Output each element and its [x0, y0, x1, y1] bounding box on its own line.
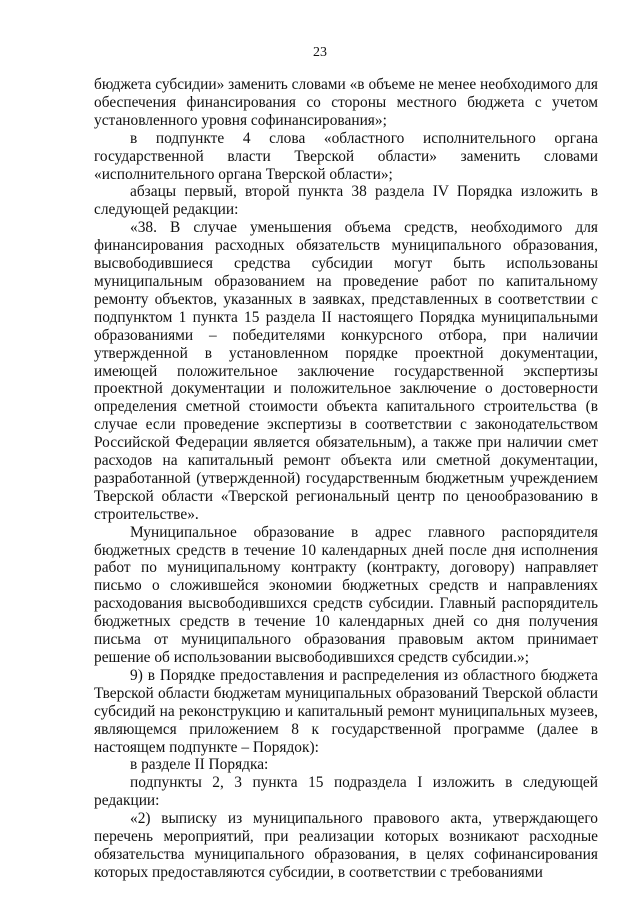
- paragraph-6: 9) в Порядке предоставления и распределения из областного бюджета Тверской области бюджетам муниципальных образований Тверской области субсидий на реконструкцию и капитальный ремонт муниципальных музеев, являющемся приложением 8 к государственной программе (далее в настоящем подпункте – Порядок):: [94, 666, 598, 756]
- paragraph-1: бюджета субсидии» заменить словами «в объеме не менее необходимого для обеспечения финансирования со стороны местного бюджета с учетом установленного уровня софинансирования»;: [94, 76, 598, 129]
- page-number: 23: [313, 45, 327, 60]
- paragraph-2: в подпункте 4 слова «областного исполнительного органа государственной власти Тверской области» заменить словами «исполнительного органа Тверской области»;: [94, 129, 598, 183]
- document-body: [94, 76, 598, 882]
- paragraph-7: в разделе II Порядка:: [130, 756, 269, 774]
- paragraph-3: абзацы первый, второй пункта 38 раздела IV Порядка изложить в следующей редакции:: [94, 183, 598, 219]
- paragraph-4: «38. В случае уменьшения объема средств, необходимого для финансирования расходных обязательств муниципального образования, высвободившиеся средства субсидии могут быть использованы муниципальным образованием на проведение работ по капитальному ремонту объектов, указанных в заявках, представленных в соответствии с подпунктом 1 пункта 15 раздела II настоящего Порядка муниципальными образованиями – победителями конкурсного отбора, при наличии утвержденной в установленном порядке проектной документации, имеющей положительное заключение государственной экспертизы проектной документации и положительное заключение о достоверности определения сметной стоимости объекта капитального строительства (в случае если проведение экспертизы в соответствии с законодательством Российской Федерации является обязательным), а также при наличии смет расходов на капитальный ремонт объекта или сметной документации, разработанной (утвержденной) государственным бюджетным учреждением Тверской области «Тверской региональный центр по ценообразованию в строительстве».: [94, 219, 598, 523]
- paragraph-5: Муниципальное образование в адрес главного распорядителя бюджетных средств в течение 10 календарных дней после дня исполнения работ по муниципальному контракту (контракту, договору) направляет письмо о сложившейся экономии бюджетных средств и направлениях расходования высвободившихся средств субсидии. Главный распорядитель бюджетных средств в течение 10 календарных дней со дня получения письма от муниципального образования правовым актом принимает решение об использовании высвободившихся средств субсидии.»;: [94, 523, 598, 666]
- paragraph-9: «2) выписку из муниципального правового акта, утверждающего перечень мероприятий, при реализации которых возникают расходные обязательства муниципального образования, в целях софинансирования которых предоставляются субсидии, в соответствии с требованиями: [94, 810, 598, 881]
- paragraph-8: подпункты 2, 3 пункта 15 подраздела I изложить в следующей редакции:: [94, 774, 598, 810]
